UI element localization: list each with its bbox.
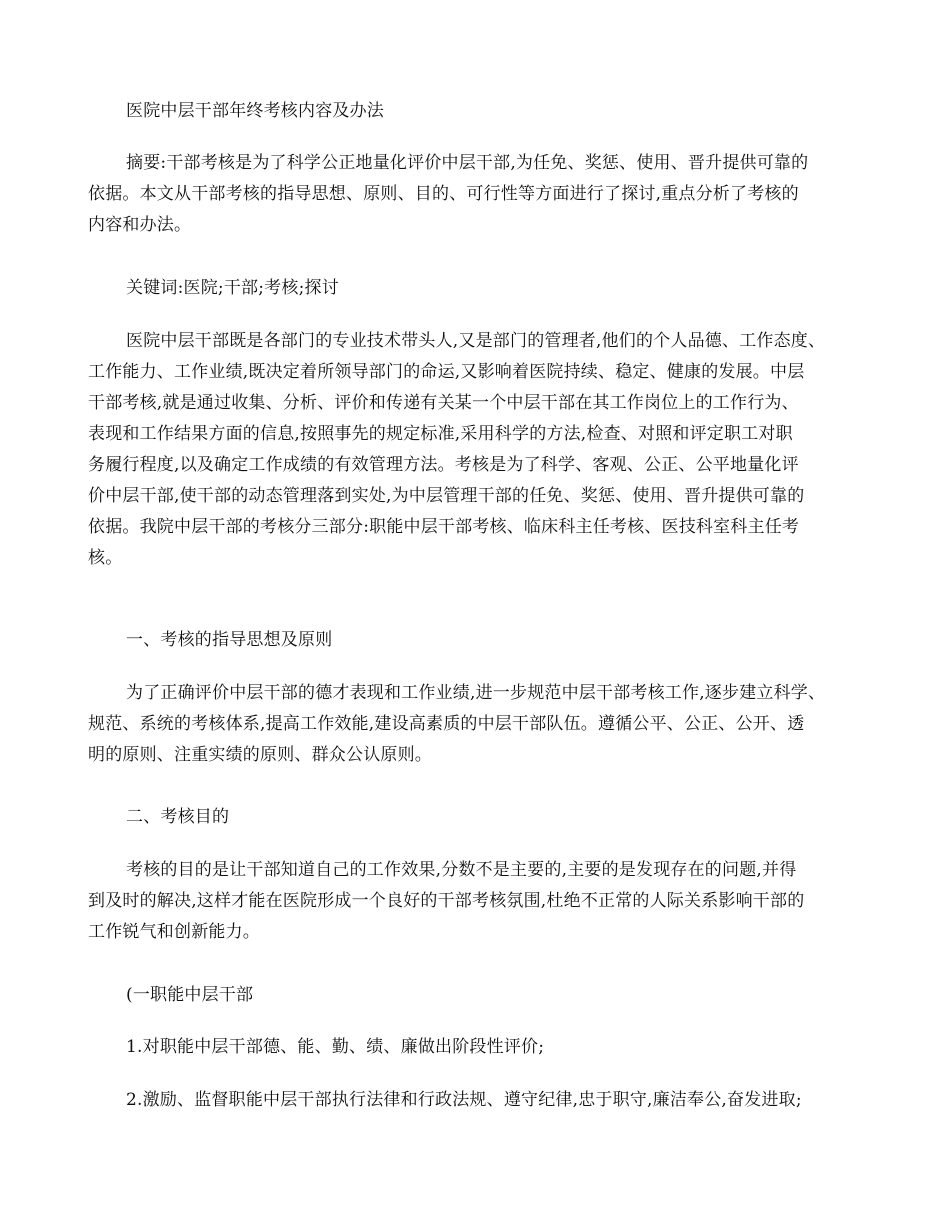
list-item-1 bbox=[88, 1032, 916, 1063]
intro-paragraph bbox=[88, 326, 878, 574]
section1-line: 明的原则、注重实绩的原则、群众公认原则。 bbox=[88, 745, 432, 765]
section2-heading bbox=[88, 802, 916, 833]
list-item-text: 1.对职能中层干部德、能、勤、绩、廉做出阶段性评价; bbox=[126, 1037, 545, 1057]
abstract-line: 内容和办法。 bbox=[88, 215, 192, 235]
list-item-text: 2.激励、监督职能中层干部执行法律和行政法规、遵守纪律,忠于职守,廉洁奉公,奋发进取; bbox=[126, 1090, 802, 1110]
section1-line: 规范、系统的考核体系,提高工作效能,建设高素质的中层干部队伍。遵循公平、公正、公开、透 bbox=[88, 714, 805, 734]
subsection-heading-text: (一职能中层干部 bbox=[126, 985, 254, 1005]
keywords-paragraph bbox=[88, 273, 916, 304]
intro-line: 价中层干部,使干部的动态管理落到实处,为中层管理干部的任免、奖惩、使用、晋升提供可靠的 bbox=[88, 486, 805, 506]
intro-line: 务履行程度,以及确定工作成绩的有效管理方法。考核是为了科学、客观、公正、公平地量化评 bbox=[88, 455, 799, 475]
section1-heading bbox=[88, 625, 916, 656]
intro-line: 工作能力、工作业绩,既决定着所领导部门的命运,又影响着医院持续、稳定、健康的发展。中层 bbox=[88, 362, 805, 382]
intro-line: 依据。我院中层干部的考核分三部分:职能中层干部考核、临床科主任考核、医技科室科主任考 bbox=[88, 517, 800, 537]
section2-paragraph bbox=[88, 855, 878, 948]
keywords-text: 关键词:医院;干部;考核;探讨 bbox=[126, 278, 339, 298]
subsection-heading bbox=[88, 980, 916, 1011]
section-heading-text: 一、考核的指导思想及原则 bbox=[126, 630, 333, 650]
abstract-line: 摘要:干部考核是为了科学公正地量化评价中层干部,为任免、奖惩、使用、晋升提供可靠的 bbox=[126, 153, 809, 173]
intro-line: 核。 bbox=[88, 548, 123, 568]
section1-line: 为了正确评价中层干部的德才表现和工作业绩,进一步规范中层干部考核工作,逐步建立科学、 bbox=[126, 683, 826, 703]
section2-line: 到及时的解决,这样才能在医院形成一个良好的干部考核氛围,杜绝不正常的人际关系影响干部的 bbox=[88, 891, 805, 911]
section2-line: 考核的目的是让干部知道自己的工作效果,分数不是主要的,主要的是发现存在的问题,并得 bbox=[126, 860, 797, 880]
title-text: 医院中层干部年终考核内容及办法 bbox=[126, 101, 384, 121]
intro-line: 干部考核,就是通过收集、分析、评价和传递有关某一个中层干部在其工作岗位上的工作行为、 bbox=[88, 393, 799, 413]
abstract-line: 依据。本文从干部考核的指导思想、原则、目的、可行性等方面进行了探讨,重点分析了考核的 bbox=[88, 184, 799, 204]
section2-line: 工作锐气和创新能力。 bbox=[88, 922, 260, 942]
section1-paragraph bbox=[88, 678, 878, 771]
list-item-2 bbox=[88, 1085, 916, 1116]
abstract-paragraph bbox=[88, 148, 878, 241]
section-heading-text: 二、考核目的 bbox=[126, 807, 230, 827]
document-title bbox=[88, 96, 916, 127]
intro-line: 医院中层干部既是各部门的专业技术带头人,又是部门的管理者,他们的个人品德、工作态度、 bbox=[126, 331, 826, 351]
intro-line: 表现和工作结果方面的信息,按照事先的规定标准,采用科学的方法,检查、对照和评定职工对职 bbox=[88, 424, 793, 444]
